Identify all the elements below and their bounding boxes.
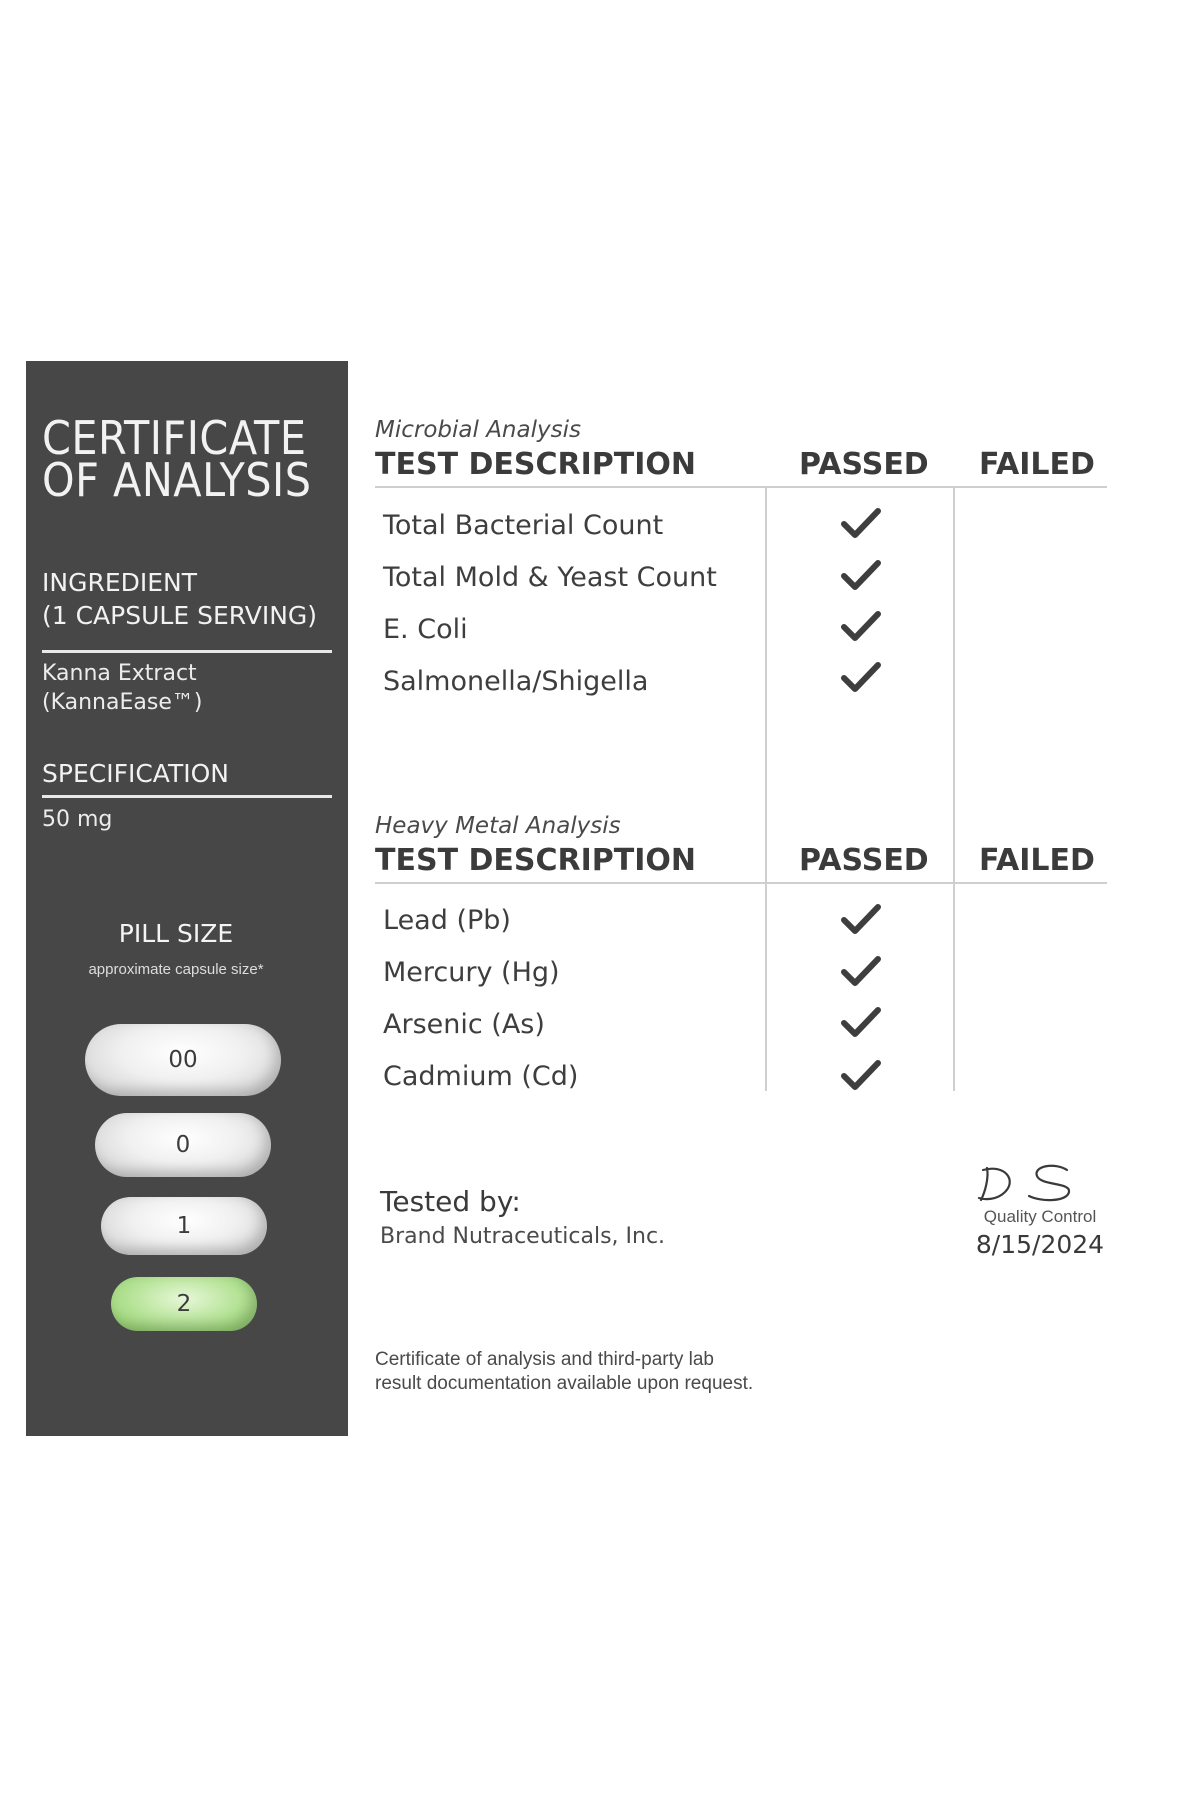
table-row-test: Arsenic (As) xyxy=(383,1009,545,1040)
heavy-metal-col-passed: PASSED xyxy=(799,843,929,878)
certificate-title xyxy=(42,411,342,507)
specification-heading xyxy=(42,757,332,790)
pill-label: 00 xyxy=(168,1047,198,1073)
specification-divider xyxy=(42,795,332,798)
heavy-metal-section-label: Heavy Metal Analysis xyxy=(375,813,621,839)
table-row-test: E. Coli xyxy=(383,614,468,645)
table-row-test: Mercury (Hg) xyxy=(383,957,560,988)
specification-heading-text: SPECIFICATION xyxy=(42,759,229,788)
tested-by-label: Tested by: xyxy=(380,1185,521,1218)
table-row-test: Total Bacterial Count xyxy=(383,510,664,541)
heavy-metal-col-failed: FAILED xyxy=(979,843,1095,878)
passed-column-divider xyxy=(765,487,767,1091)
ingredient-value-line-1: Kanna Extract xyxy=(42,661,197,686)
pill-label: 2 xyxy=(176,1291,192,1317)
microbial-col-test: TEST DESCRIPTION xyxy=(375,447,696,482)
check-icon xyxy=(840,1005,882,1041)
ingredient-heading-line-2: (1 CAPSULE SERVING) xyxy=(42,601,318,630)
pill-label: 0 xyxy=(175,1132,191,1158)
footer-note xyxy=(375,1348,875,1396)
pill-size-1[interactable] xyxy=(101,1197,267,1255)
check-icon xyxy=(840,609,882,645)
heavy-metal-col-test: TEST DESCRIPTION xyxy=(375,843,696,878)
analysis-content xyxy=(375,0,1135,1800)
footer-line-1: Certificate of analysis and third-party lab xyxy=(375,1349,714,1370)
microbial-col-failed: FAILED xyxy=(979,447,1095,482)
check-icon xyxy=(840,954,882,990)
pill-size-00[interactable] xyxy=(85,1024,281,1096)
check-icon xyxy=(840,506,882,542)
pill-size-subtitle: approximate capsule size* xyxy=(88,961,264,978)
specification-value: 50 mg xyxy=(42,807,113,832)
quality-control-date: 8/15/2024 xyxy=(975,1230,1105,1259)
ingredient-heading-line-1: INGREDIENT xyxy=(42,568,198,597)
ingredient-divider xyxy=(42,650,332,653)
heavy-metal-header-divider xyxy=(375,882,1107,884)
table-row-test: Lead (Pb) xyxy=(383,905,511,936)
ingredient-heading xyxy=(42,566,332,632)
title-line-2: OF ANALYSIS xyxy=(42,453,312,507)
pill-label: 1 xyxy=(176,1213,192,1239)
sidebar-panel xyxy=(26,361,348,1436)
check-icon xyxy=(840,902,882,938)
tested-by-value: Brand Nutraceuticals, Inc. xyxy=(380,1224,666,1249)
table-row-test: Total Mold & Yeast Count xyxy=(383,562,717,593)
microbial-section-label: Microbial Analysis xyxy=(375,417,581,443)
failed-column-divider xyxy=(953,487,955,1091)
pill-size-title: PILL SIZE xyxy=(118,919,234,948)
ingredient-value-line-2: (KannaEase™) xyxy=(42,690,203,715)
check-icon xyxy=(840,558,882,594)
footer-line-2: result documentation available upon request. xyxy=(375,1373,754,1394)
title-line-1: CERTIFICATE xyxy=(42,411,307,465)
ingredient-value xyxy=(42,659,342,717)
pill-size-0[interactable] xyxy=(95,1113,271,1177)
table-row-test: Salmonella/Shigella xyxy=(383,666,649,697)
check-icon xyxy=(840,660,882,696)
quality-control-label: Quality Control xyxy=(983,1207,1097,1226)
table-row-test: Cadmium (Cd) xyxy=(383,1061,579,1092)
pill-size-2-selected[interactable] xyxy=(111,1277,257,1331)
microbial-col-passed: PASSED xyxy=(799,447,929,482)
check-icon xyxy=(840,1058,882,1094)
signature-ds xyxy=(975,1160,1085,1205)
microbial-header-divider xyxy=(375,486,1107,488)
